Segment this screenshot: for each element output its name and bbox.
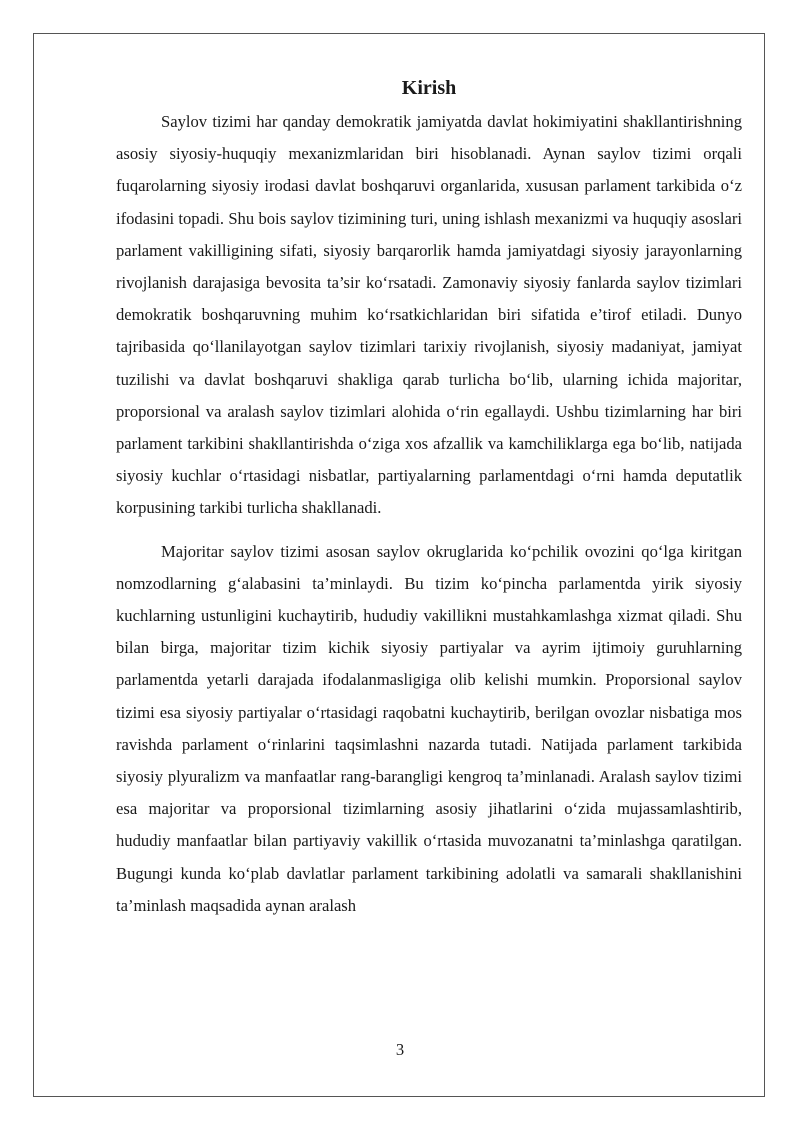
page-number: 3: [395, 1040, 405, 1059]
paragraph-2: Majoritar saylov tizimi asosan saylov okruglarida ko‘pchilik ovozini qo‘lga kiritgan nomzodlarning g‘alabasini ta’minlaydi. Bu tizim ko‘pincha parlamentda yirik siyosiy kuchlarning ustunligini kuchaytirib, hududiy vakillikni mustahkamlashga xizmat qiladi. Shu bilan birga, majoritar tizim kichik siyosiy partiyalar va ayrim ijtimoiy guruhlarning parlamentda yetarli darajada ifodalanmasligiga olib kelishi mumkin. Proporsional saylov tizimi esa siyosiy partiyalar o‘rtasidagi raqobatni kuchaytirib, berilgan ovozlar nisbatiga mos ravishda parlament o‘rinlarini taqsimlashni nazarda tutadi. Natijada parlament tarkibida siyosiy plyuralizm va manfaatlar rang-barangligi kengroq ta’minlanadi. Aralash saylov tizimi esa majoritar va proporsional tizimlarning asosiy jihatlarini o‘zida mujassamlashtirib, hududiy manfaatlar bilan partiyaviy vakillik o‘rtasida muvozanatni ta’minlashga qaratilgan. Bugungi kunda ko‘plab davlatlar parlament tarkibining adolatli va samarali shakllanishini ta’minlash maqsadida aynan aralash: [116, 541, 742, 915]
paragraph-1: Saylov tizimi har qanday demokratik jamiyatda davlat hokimiyatini shakllantirishning asosiy siyosiy-huquqiy mexanizmlaridan biri hisoblanadi. Aynan saylov tizimi orqali fuqarolarning siyosiy irodasi davlat boshqaruvi organlarida, xususan parlament tarkibida o‘z ifodasini topadi. Shu bois saylov tizimining turi, uning ishlash mexanizmi va huquqiy asoslari parlament vakilligining sifati, siyosiy barqarorlik hamda jamiyatdagi siyosiy jarayonlarning rivojlanish darajasiga bevosita ta’sir ko‘rsatadi. Zamonaviy siyosiy fanlarda saylov tizimlari demokratik boshqaruvning muhim ko‘rsatkichlaridan biri sifatida e’tirof etiladi. Dunyo tajribasida qo‘llanilayotgan saylov tizimlari tarixiy rivojlanish, siyosiy madaniyat, jamiyat tuzilishi va davlat boshqaruvi shakliga qarab turlicha bo‘lib, ularning ichida majoritar, proporsional va aralash saylov tizimlari alohida o‘rin egallaydi. Ushbu tizimlarning har biri parlament tarkibini shakllantirishda o‘ziga xos afzallik va kamchiliklarga ega bo‘lib, natijada siyosiy kuchlar o‘rtasidagi nisbatlar, partiyalarning parlamentdagi o‘rni hamda deputatlik korpusining tarkibi turlicha shakllanadi.: [116, 112, 742, 518]
document-body: [116, 72, 742, 922]
document-title: Kirish: [401, 77, 457, 99]
